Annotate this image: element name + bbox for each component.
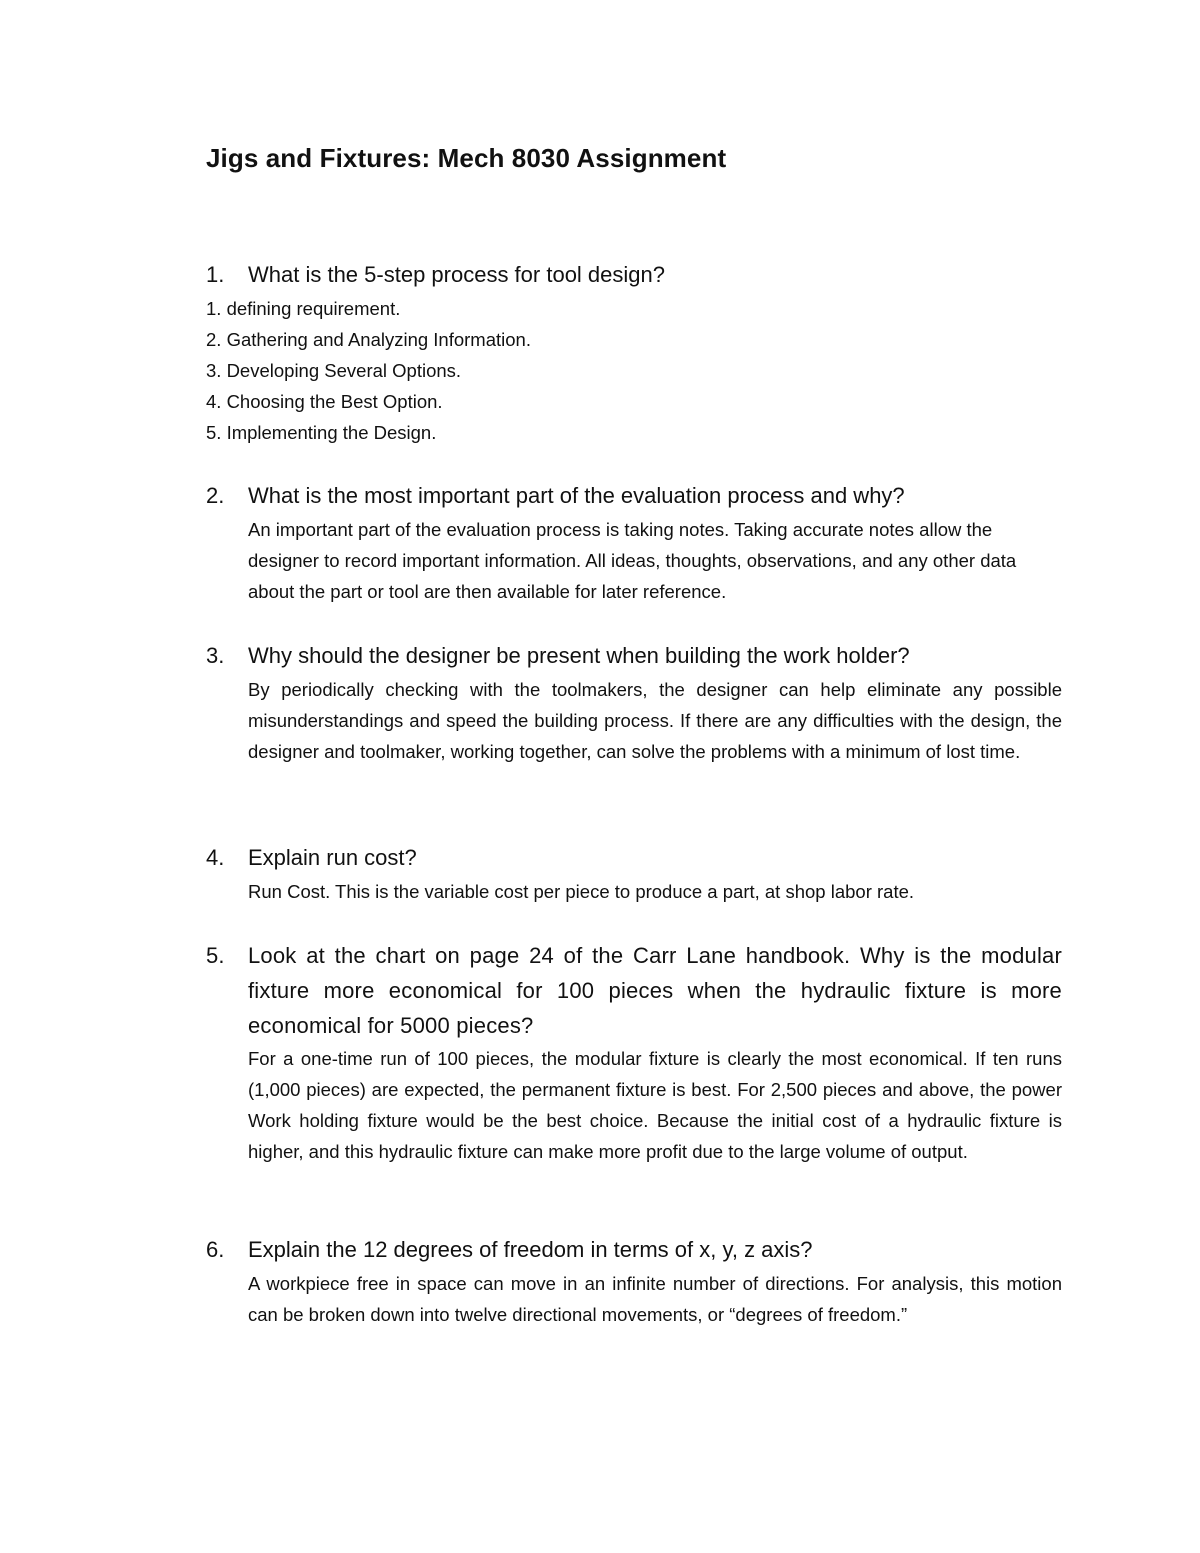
list-item: 2. Gathering and Analyzing Information.	[206, 329, 531, 350]
question-heading	[206, 638, 1062, 674]
question-text: Look at the chart on page 24 of the Carr Lane handbook. Why is the modular fixture more economical for 100 pieces when the hydraulic fixture is more economical for 5000 pieces?	[248, 943, 1062, 1038]
question-heading	[206, 478, 1062, 514]
process-steps-list	[206, 293, 1062, 448]
question-1	[206, 257, 1062, 448]
question-number: 2.	[206, 483, 225, 508]
question-number: 5.	[206, 943, 225, 968]
question-text: Explain run cost?	[248, 845, 417, 870]
question-heading	[206, 938, 1062, 1043]
list-item: 5. Implementing the Design.	[206, 422, 437, 443]
answer-text: An important part of the evaluation process is taking notes. Taking accurate notes allow the designer to record important information. All ideas, thoughts, observations, and any other data about the part or tool are then available for later reference.	[248, 519, 1017, 602]
question-5	[206, 938, 1062, 1167]
list-item: 3. Developing Several Options.	[206, 360, 462, 381]
question-text: Why should the designer be present when building the work holder?	[248, 643, 910, 668]
answer-text: Run Cost. This is the variable cost per piece to produce a part, at shop labor rate.	[248, 881, 915, 902]
question-6	[206, 1232, 1062, 1330]
question-2	[206, 478, 1062, 607]
question-number: 4.	[206, 845, 225, 870]
question-text: Explain the 12 degrees of freedom in terms of x, y, z axis?	[248, 1237, 813, 1262]
question-text: What is the 5-step process for tool design?	[248, 262, 665, 287]
answer-text: By periodically checking with the toolmakers, the designer can help eliminate any possible misunderstandings and speed the building process. If there are any difficulties with the design, the designer and toolmaker, working together, can solve the problems with a minimum of lost time.	[248, 679, 1062, 762]
question-4	[206, 840, 1062, 907]
list-item: 1. defining requirement.	[206, 298, 401, 319]
question-number: 6.	[206, 1237, 225, 1262]
question-text: What is the most important part of the evaluation process and why?	[248, 483, 905, 508]
question-number: 3.	[206, 643, 225, 668]
document-title: Jigs and Fixtures: Mech 8030 Assignment	[206, 143, 727, 173]
answer-text: For a one-time run of 100 pieces, the modular fixture is clearly the most economical. If ten runs (1,000 pieces) are expected, the permanent fixture is best. For 2,500 pieces and above, the power Work holding fixture would be the best choice. Because the initial cost of a hydraulic fixture is higher, and this hydraulic fixture can make more profit due to the large volume of output.	[248, 1048, 1062, 1162]
answer-text: A workpiece free in space can move in an infinite number of directions. For analysis, this motion can be broken down into twelve directional movements, or “degrees of freedom.”	[248, 1273, 1062, 1325]
question-heading	[206, 257, 1062, 293]
question-number: 1.	[206, 262, 225, 287]
question-3	[206, 638, 1062, 767]
question-heading	[206, 1232, 1062, 1268]
question-heading	[206, 840, 1062, 876]
list-item: 4. Choosing the Best Option.	[206, 391, 443, 412]
